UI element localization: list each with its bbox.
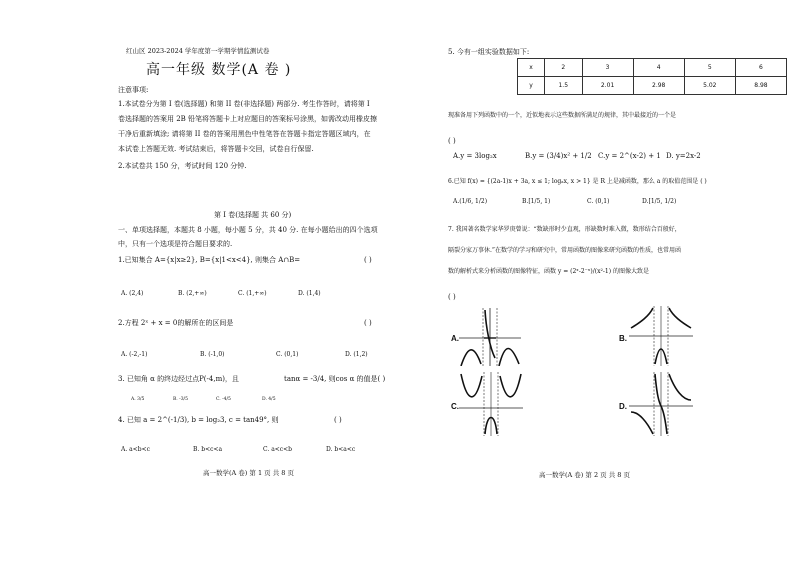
graph-b-label: B.: [619, 334, 627, 343]
option-d: D. (1,4): [298, 290, 321, 297]
option-a: A. a<b<c: [121, 446, 150, 453]
answer-paren: ( ): [364, 319, 372, 327]
option-b: B.y = (3/4)x² + 1/2: [525, 152, 592, 160]
question-1-stem: 1.已知集合 A={x|x≥2}, B={x|1<x<4}, 则集合 A∩B=: [118, 256, 301, 264]
option-b: B.[1/5, 1): [522, 198, 551, 205]
answer-paren: ( ): [448, 137, 456, 145]
notice-line: 干净后重新填涂; 请将第 II 卷的答案用黑色中性笔答在答题卡指定答题区域内，在: [118, 130, 371, 138]
option-a: A. (-2,-1): [121, 351, 148, 358]
graph-c: [459, 372, 523, 436]
question-2-stem: 2.方程 2ˣ + x = 0的解所在的区间是: [118, 319, 234, 327]
question-3-stem-part2: tanα = -3/4, 则cos α 的值是( ): [284, 375, 386, 383]
option-a: A.(1/6, 1/2): [453, 198, 488, 205]
option-d: D. 4/5: [262, 397, 276, 402]
question-4-stem: 4. 已知 a = 2^(-1/3), b = log₂3, c = tan49°, 则: [118, 416, 279, 424]
table-cell: 1.5: [545, 77, 583, 95]
table-cell: 6: [735, 59, 786, 77]
option-c: C. (1,+∞): [238, 290, 267, 297]
question-5-text: 现准备用下列函数中的一个，近似地表示这些数据所满足的规律，其中最接近的一个是: [448, 112, 677, 119]
notice-line: 1.本试卷分为第 I 卷(选择题) 和第 II 卷(非选择题) 两部分. 考生作答时，请将第 I: [118, 100, 370, 108]
page-title: 高一年级 数学(A 卷 ): [146, 62, 292, 78]
question-5-stem: 5. 今有一组实验数据如下:: [448, 48, 530, 56]
table-header: y: [518, 77, 545, 95]
section-heading: 第 I 卷(选择题 共 60 分): [214, 211, 292, 219]
notice-line: 卷选择题的答案用 2B 铅笔将答题卡上对应题目的答案标号涂黑，如需改动用橡皮擦: [118, 115, 378, 123]
question-7-line: 数的解析式来分析函数的图像特征，函数 y = (2ˣ-2⁻ˣ)/(x²-1) 的图像大致是: [448, 268, 649, 275]
right-page: [397, 0, 794, 561]
table-cell: 5.02: [684, 77, 735, 95]
option-b: B. (2,+∞): [178, 290, 207, 297]
page-footer: 高一数学(A 卷) 第 1 页 共 8 页: [203, 469, 294, 477]
notice-title: 注意事项:: [118, 86, 149, 94]
option-c: C. a<c<b: [263, 446, 293, 453]
section-intro: 中，只有一个选项是符合题目要求的.: [118, 240, 233, 248]
answer-paren: ( ): [448, 293, 456, 301]
question-7-line: 7. 我国著名数学家华罗庚曾说：“数缺形时少直观，形缺数时难入微，数形结合百般好，: [448, 226, 681, 233]
option-d: D.[1/5, 1/2): [642, 198, 677, 205]
table-cell: 2.98: [633, 77, 684, 95]
option-c: C. (0,1): [587, 198, 610, 205]
section-intro: 一、单项选择题，本题共 8 小题，每小题 5 分，共 40 分. 在每小题给出的四个选项: [118, 226, 378, 234]
graph-b: [629, 306, 693, 366]
data-table: [517, 58, 787, 95]
option-b: B. -3/5: [173, 397, 188, 402]
question-7-line: 隔裂分家万事休.”在数学的学习和研究中，常用函数的图像来研究函数的性质，也常用函: [448, 247, 681, 254]
option-c: C. (0,1): [276, 351, 299, 358]
table-cell: 2.01: [582, 77, 633, 95]
option-b: B. b<c<a: [193, 446, 223, 453]
question-6-stem: 6.已知 f(x) = {(2a-1)x + 3a, x ≤ 1; logₐx, x > 1} 是 R 上是减函数，那么 a 的取值范围是 ( ): [448, 178, 707, 185]
answer-paren: ( ): [364, 256, 372, 264]
table-cell: 2: [545, 59, 583, 77]
graph-a: [459, 308, 521, 366]
notice-line: 本试卷上答题无效. 考试结束后，将答题卡交回，试卷自行保留.: [118, 145, 314, 153]
graph-a-label: A.: [451, 334, 459, 343]
graph-c-label: C.: [451, 402, 459, 411]
page-footer: 高一数学(A 卷) 第 2 页 共 8 页: [539, 471, 630, 479]
option-a: A. (2,4): [121, 290, 144, 297]
graph-d-label: D.: [619, 402, 627, 411]
option-d: D. y=2x-2: [666, 152, 701, 160]
table-row: [518, 59, 787, 77]
table-header: x: [518, 59, 545, 77]
option-c: C.y = 2^(x-2) + 1: [598, 152, 661, 160]
table-cell: 5: [684, 59, 735, 77]
table-row: [518, 77, 787, 95]
option-d: D. (1,2): [345, 351, 368, 358]
option-a: A.y = 3log₂x: [453, 152, 497, 160]
exam-name: 红山区 2023-2024 学年度第一学期学情监测试卷: [126, 47, 270, 55]
table-cell: 3: [582, 59, 633, 77]
answer-paren: ( ): [334, 416, 342, 424]
question-3-stem: 3. 已知角 α 的终边经过点P(-4,m)，且: [118, 375, 239, 383]
option-a: A. 3/5: [131, 397, 145, 402]
notice-line: 2.本试卷共 150 分，考试时间 120 分钟.: [118, 162, 247, 170]
table-cell: 4: [633, 59, 684, 77]
table-cell: 8.98: [735, 77, 786, 95]
option-d: D. b<a<c: [326, 446, 356, 453]
option-c: C. -4/5: [216, 397, 231, 402]
option-b: B. (-1,0): [200, 351, 225, 358]
graph-d: [629, 372, 693, 436]
